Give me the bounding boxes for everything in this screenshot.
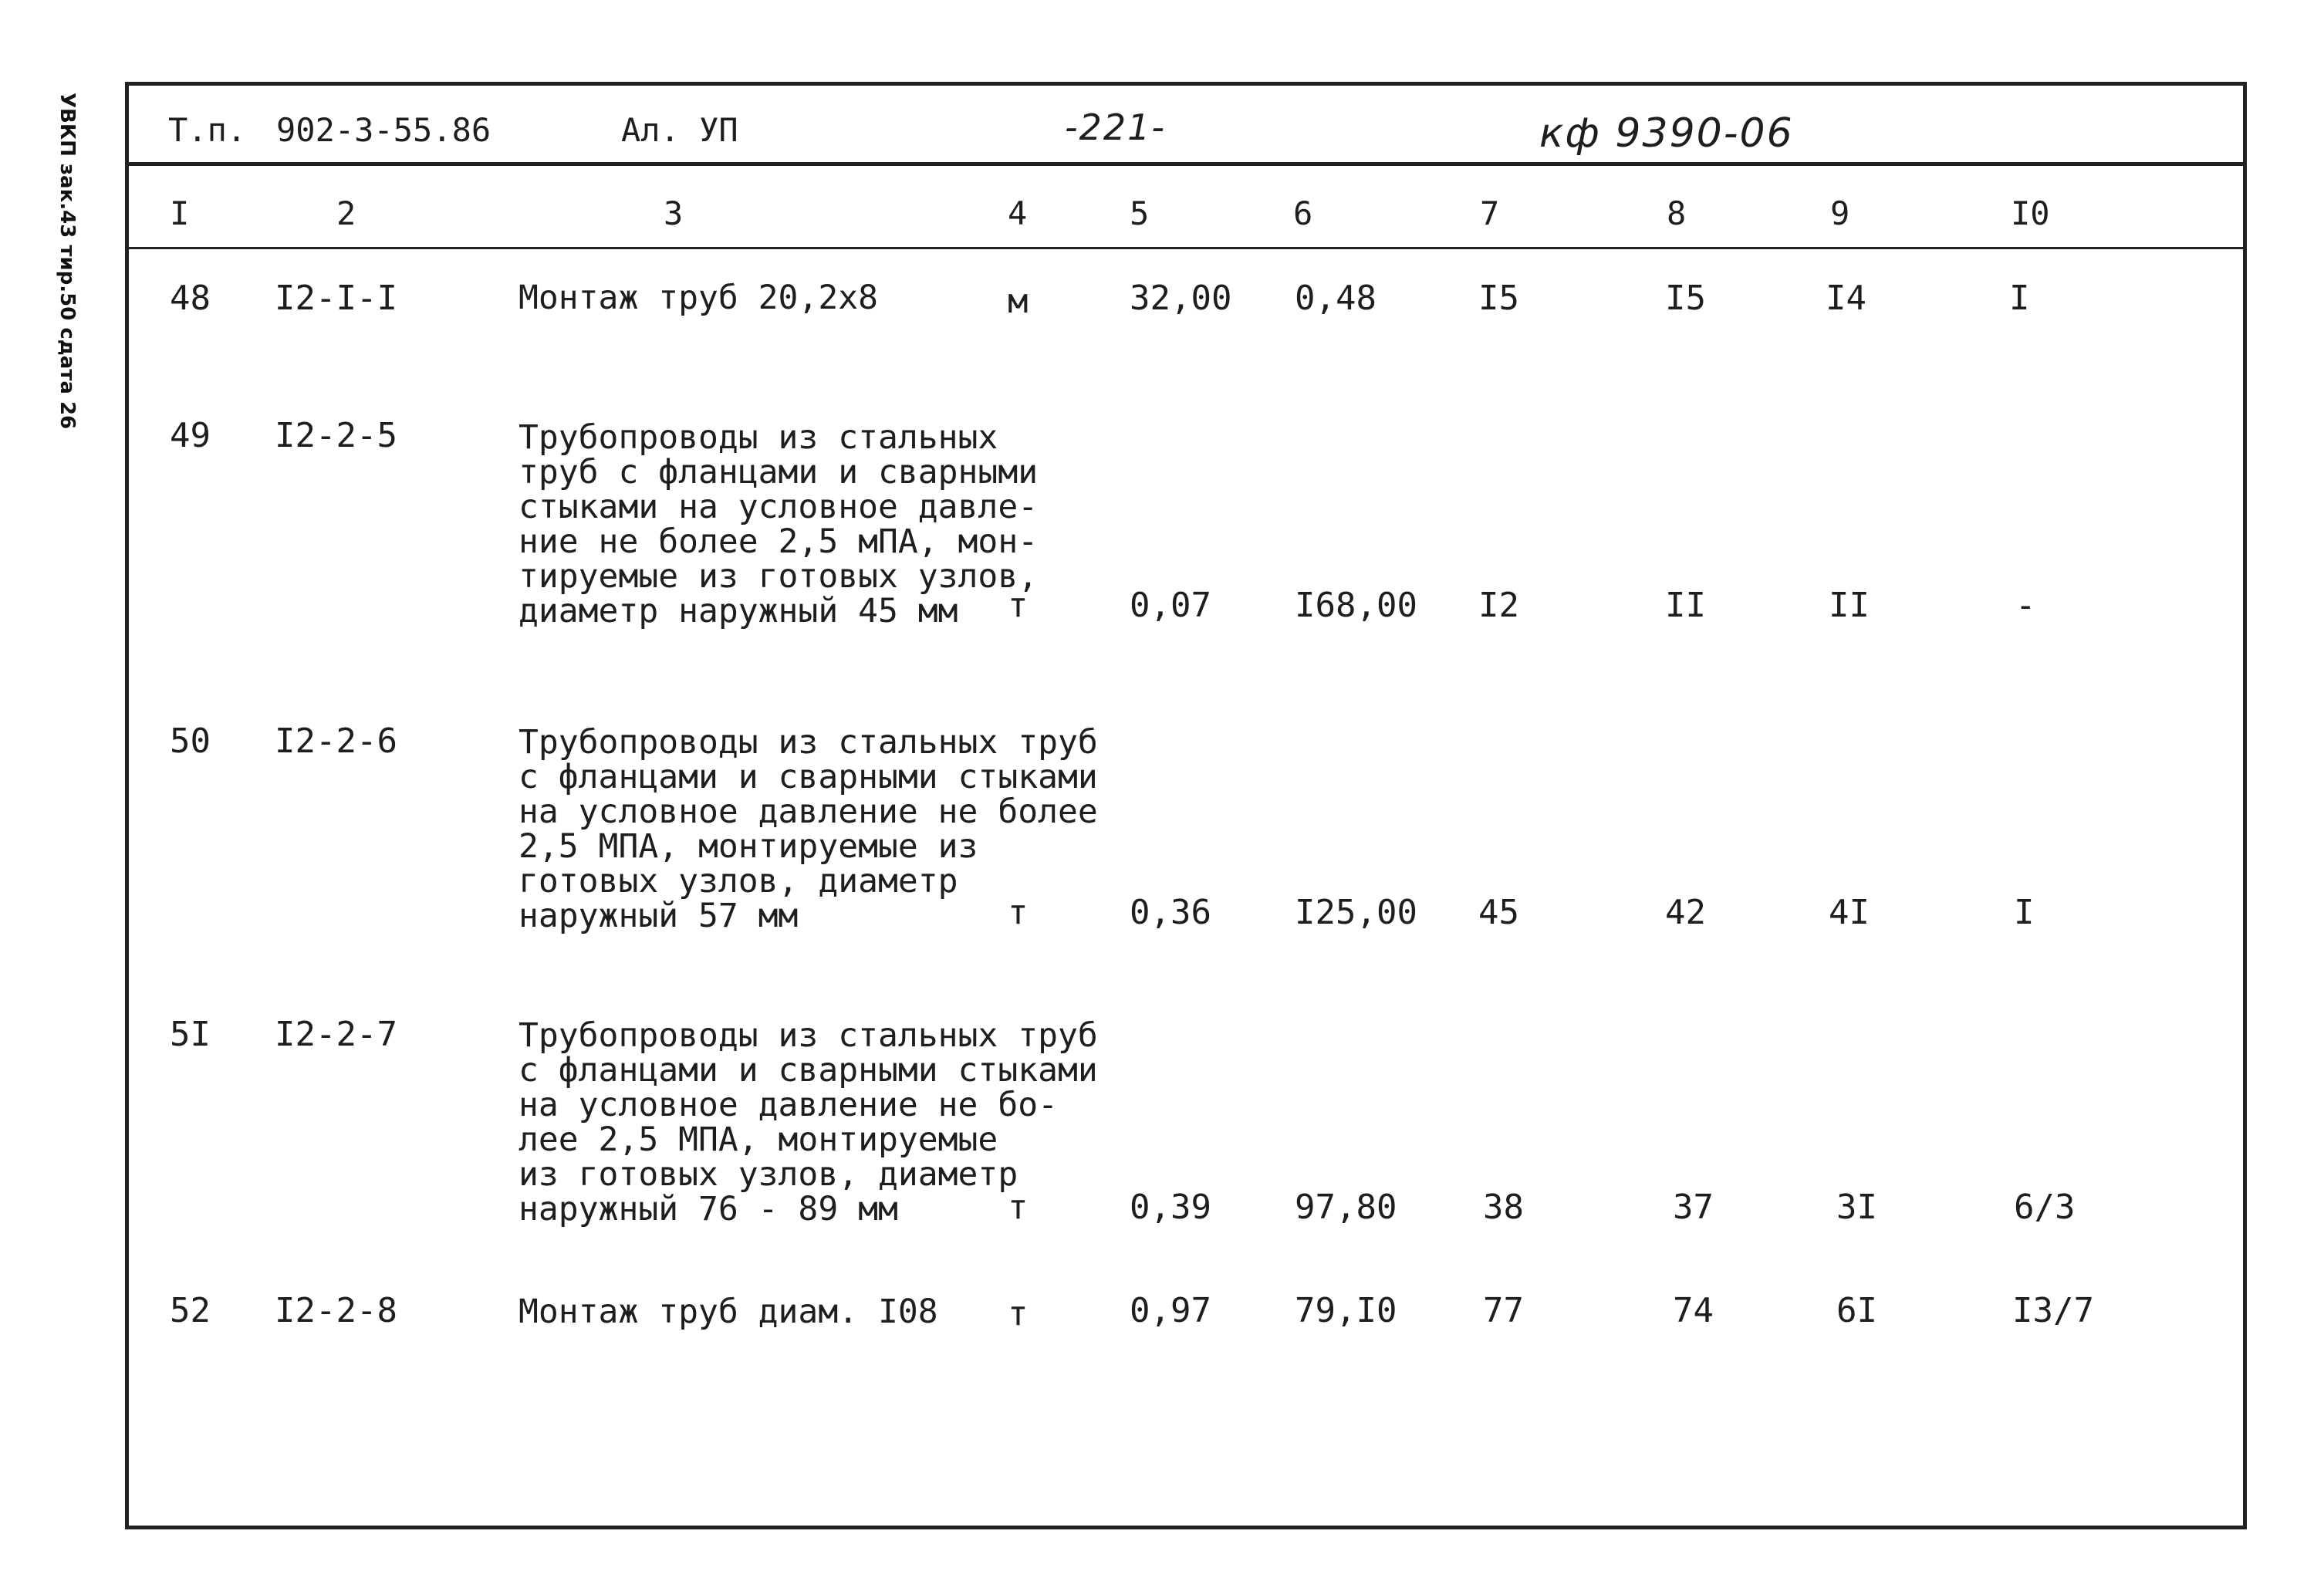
row-number: 48 — [170, 279, 211, 318]
row-col9: II — [1829, 586, 1870, 625]
margin-stamp — [48, 93, 91, 509]
row-col9: 6I — [1836, 1291, 1877, 1330]
row-col9: 3I — [1836, 1188, 1877, 1227]
row-description: Монтаж труб 20,2х8 — [519, 279, 878, 317]
col-header-9: 9 — [1830, 194, 1850, 232]
row-col6: 79,I0 — [1295, 1291, 1397, 1330]
row-col8: 42 — [1665, 893, 1706, 932]
row-col9: I4 — [1826, 279, 1866, 318]
row-col5: 0,39 — [1130, 1188, 1211, 1227]
row-col7: 38 — [1483, 1188, 1524, 1227]
row-col9: 4I — [1829, 893, 1870, 932]
row-code: I2-I-I — [275, 279, 397, 318]
row-col6: I68,00 — [1295, 586, 1417, 625]
row-col8: 37 — [1673, 1188, 1714, 1227]
document-code: кф 9390-06 — [1539, 110, 1794, 157]
row-col10: 6/3 — [2014, 1188, 2076, 1227]
col-header-8: 8 — [1667, 194, 1687, 232]
col-header-7: 7 — [1480, 194, 1500, 232]
row-unit: т — [1008, 1188, 1029, 1227]
header-rule — [125, 162, 2243, 166]
col-header-3: 3 — [664, 194, 684, 232]
col-header-6: 6 — [1293, 194, 1313, 232]
row-number: 5I — [170, 1015, 211, 1054]
row-unit: м — [1008, 282, 1029, 321]
col-header-5: 5 — [1130, 194, 1150, 232]
row-col6: 97,80 — [1295, 1188, 1397, 1227]
column-header-rule — [125, 247, 2243, 249]
row-col10: - — [2015, 586, 2036, 625]
row-description: Трубопроводы из стальных труб с фланцами и сварными стыками на условное давление не более 2,5 МПА, монтируемые из готовых узлов, диаметр наружный 57 мм — [519, 723, 1098, 935]
row-number: 49 — [170, 416, 211, 455]
row-col5: 0,36 — [1130, 893, 1211, 932]
col-header-10: I0 — [2011, 194, 2050, 232]
col-header-1: I — [170, 194, 190, 232]
row-unit: т — [1008, 586, 1029, 625]
row-col10: I — [2009, 279, 2030, 318]
row-col10: I3/7 — [2012, 1291, 2094, 1330]
row-col8: I5 — [1665, 279, 1706, 318]
row-col5: 32,00 — [1130, 279, 1232, 318]
margin-note: УВКП зак.43 тир.50 сдата 26 — [56, 93, 79, 430]
row-col8: 74 — [1673, 1291, 1714, 1330]
col-header-4: 4 — [1008, 194, 1028, 232]
tp-label: Т.п. — [168, 111, 247, 149]
row-col5: 0,97 — [1130, 1291, 1211, 1330]
album-label: Ал. УП — [621, 111, 738, 149]
col-header-2: 2 — [336, 194, 356, 232]
row-number: 52 — [170, 1291, 211, 1330]
row-number: 50 — [170, 721, 211, 761]
row-description: Монтаж труб диам. I08 — [519, 1293, 938, 1331]
row-col6: I25,00 — [1295, 893, 1417, 932]
row-col5: 0,07 — [1130, 586, 1211, 625]
row-col7: I5 — [1478, 279, 1519, 318]
row-col10: I — [2014, 893, 2035, 932]
row-col7: I2 — [1478, 586, 1519, 625]
row-col7: 77 — [1483, 1291, 1524, 1330]
row-col8: II — [1665, 586, 1706, 625]
page-number: -221- — [1065, 106, 1166, 148]
row-col7: 45 — [1478, 893, 1519, 932]
row-code: I2-2-7 — [275, 1015, 397, 1054]
row-code: I2-2-5 — [275, 416, 397, 455]
row-unit: т — [1008, 893, 1029, 932]
row-code: I2-2-6 — [275, 721, 397, 761]
row-col6: 0,48 — [1295, 279, 1376, 318]
row-code: I2-2-8 — [275, 1291, 397, 1330]
row-unit: т — [1008, 1294, 1029, 1333]
project-code: 902-3-55.86 — [276, 111, 491, 149]
row-description: Трубопроводы из стальных труб с фланцами и сварными стыками на условное давле- ние не более 2,5 мПА, мон- тируемые из готовых узлов, диаметр наружный 45 мм — [519, 418, 1039, 630]
row-description: Трубопроводы из стальных труб с фланцами и сварными стыками на условное давление не бо- лее 2,5 МПА, монтируемые из готовых узлов, диаметр наружный 76 - 89 мм — [519, 1016, 1098, 1228]
